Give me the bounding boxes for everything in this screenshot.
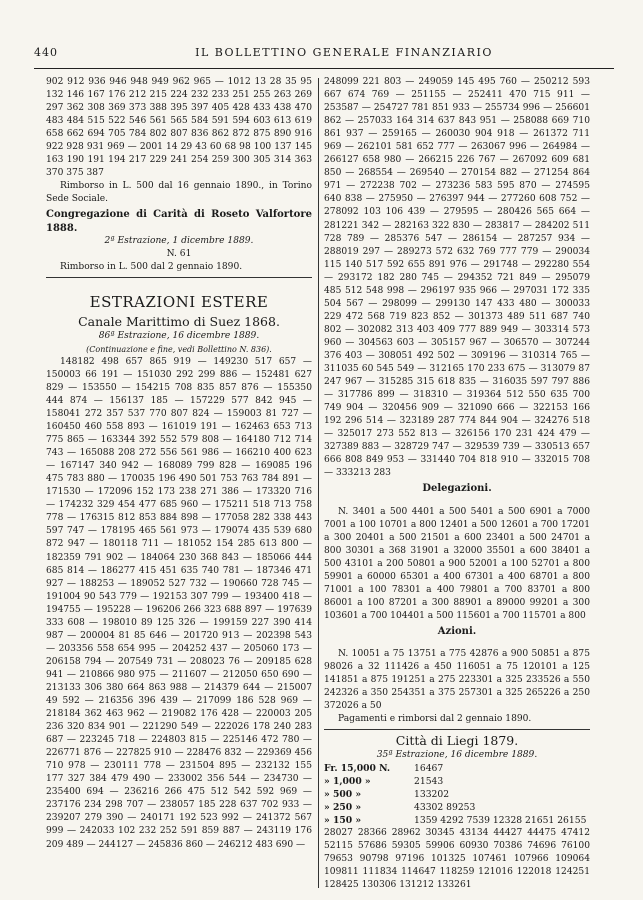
journal-title: IL BOLLETTINO GENERALE FINANZIARIO [195,45,493,59]
congregazione-title: Congregazione di Carità di Roseto Valfortore 1888. [46,209,312,234]
column-divider [318,78,319,888]
rimborso-paragraph: Rimborso in L. 500 dal 16 gennaio 1890., in Torino Sede Sociale. [46,181,312,205]
prize-row: » 1,000 » 21543 [324,776,444,788]
header-rule [34,68,614,69]
page-number: 440 [34,45,58,59]
suez-extraction: 86ª Estrazione, 16 dicembre 1889. [98,330,260,341]
prize-row: » 150 » 1359 4292 7539 12328 21651 26155 [324,815,587,827]
liegi-numbers: 28027 28366 28962 30345 43134 44427 44475 47412 52115 57686 59305 59906 60930 70386 74696 76100 79653 90798 97196 101325 107461 107966 109064 109811 111834 114647 118259 121016 122018 124251 128425 130306 131212 133261 [324,828,590,890]
congregazione-rimborso: Rimborso in L. 500 dal 2 gennaio 1890. [60,261,243,272]
number-list-paragraph: 902 912 936 946 948 949 962 965 — 1012 13 28 35 95 132 146 167 176 212 215 224 232 233 251 255 263 269 297 362 308 369 373 388 395 397 405 428 433 438 470 483 484 515 522 546 561 565 584 591 594 603 613 619 658 662 694 705 784 802 807 836 862 872 875 890 916 922 928 931 969 — 2001 14 29 43 60 68 98 100 137 145 163 190 191 194 217 229 241 254 259 300 305 314 363 370 375 387 [46,77,312,179]
liegi-extraction: 35ª Estrazione, 16 dicembre 1889. [376,750,538,761]
delegazioni-heading: Delegazioni. [422,483,492,495]
left-column [46,76,312,890]
section-rule [46,277,312,278]
azioni-text: N. 10051 a 75 13751 a 775 42876 a 900 50851 a 875 98026 a 32 111426 a 450 116051 a 75 120101 a 125 141851 a 875 191251 a 275 223301 a 325 233526 a 550 242326 a 350 254351 a 375 257301 a 325 265226 a 250 372026 a 50 [324,648,590,712]
suez-numbers-continued: 248099 221 803 — 249059 145 495 760 — 250212 593 667 674 769 — 251155 — 252411 470 715 911 — 253587 — 254727 781 851 933 — 255734 996 — 256601 862 — 257033 164 314 637 843 951 — 258088 669 710 861 937 — 259165 — 260030 904 918 — 261372 711 969 — 262101 581 652 777 — 263067 996 — 264984 — 266127 658 980 — 266215 226 767 — 267092 609 681 850 — 268554 — 269540 — 270154 882 — 271254 864 971 — 272238 702 — 273236 583 595 870 — 274595 640 838 — 275950 — 276397 944 — 277260 608 752 — 278092 103 106 439 — 279595 — 280426 565 664 — 281221 342 — 282163 322 830 — 283817 — 284202 511 728 789 — 285376 547 — 286154 — 287257 934 — 288019 297 — 289273 572 632 769 777 779 — 290034 115 140 517 592 655 891 976 — 291748 — 292280 554 — 293172 182 280 745 — 294352 721 849 — 295079 485 512 548 998 — 296197 935 966 — 297031 172 335 504 567 — 298099 — 299130 147 433 480 — 300033 229 472 568 719 823 852 — 301373 489 511 687 740 802 — 302082 313 403 409 777 889 949 — 303314 573 960 — 304563 603 — 305157 967 — 306570 — 307244 376 403 — 308051 492 502 — 309196 — 310314 765 — 311035 60 545 549 — 312165 170 233 675 — 313079 87 247 967 — 315285 315 618 835 — 316035 597 797 886 — 317786 899 — 318310 — 319364 512 550 635 700 749 904 — 320456 909 — 321090 666 — 322153 166 192 296 514 — 323189 287 774 844 904 — 324276 518 — 325017 273 552 813 — 326156 170 231 424 479 — 327389 883 — 328729 747 — 329539 739 — 330513 657 666 808 849 953 — 331440 704 818 910 — 332015 708 — 333213 283 [324,77,590,479]
prize-row: » 500 » 133202 [324,789,450,801]
suez-numbers: 148182 498 657 865 919 — 149230 517 657 — 150003 66 191 — 151030 292 299 886 — 152481 627 829 — 153550 — 154215 708 835 857 876 — 155350 444 874 — 156137 185 — 157229 577 842 945 — 158041 272 357 537 770 807 824 — 159003 81 727 — 160450 460 558 893 — 161019 191 — 162463 653 713 775 865 — 163344 392 552 579 808 — 164180 712 714 743 — 165088 208 272 556 561 986 — 166210 400 623 — 167147 340 942 — 168089 799 828 — 169085 196 475 783 880 — 170035 196 490 501 753 763 784 891 — 171530 — 172096 152 173 238 271 386 — 173320 716 — 174232 329 454 477 685 960 — 175211 518 713 758 778 — 176315 812 853 884 898 — 177058 282 338 443 597 747 — 178195 465 561 973 — 179074 435 539 680 872 947 — 180118 711 — 181052 154 285 613 800 — 182359 791 902 — 184064 230 368 843 — 185066 444 685 814 — 186277 415 451 635 740 781 — 187346 471 927 — 188253 — 189052 527 732 — 190660 728 745 — 191004 90 543 779 — 192153 307 799 — 193400 418 — 194755 — 195228 — 196206 266 323 688 897 — 197639 333 608 — 198010 89 125 326 — 199159 227 390 414 987 — 200004 81 85 646 — 201720 913 — 202398 543 — 203356 558 654 995 — 204252 437 — 205060 173 — 206158 794 — 207549 731 — 208023 76 — 209185 628 941 — 210866 980 975 — 211607 — 212050 650 690 — 213133 306 380 664 863 988 — 214379 644 — 215007 49 592 — 216356 396 439 — 217099 186 528 969 — 218184 362 463 962 — 219082 176 428 — 220003 205 236 320 834 901 — 221290 549 — 222026 178 240 283 687 — 223245 718 — 224803 815 — 225146 472 780 — 226771 876 — 227825 910 — 228476 832 — 229369 456 710 978 — 230111 778 — 231504 895 — 232132 155 177 327 384 479 490 — 233002 356 544 — 234730 — 235400 694 — 236216 266 475 512 542 592 969 — 237176 234 298 707 — 238057 185 228 637 702 933 — 239207 279 390 — 240171 192 523 992 — 241372 567 999 — 242033 102 232 252 591 859 887 — 243119 176 209 489 — 244127 — 245836 860 — 246212 483 690 — [46,356,312,850]
congregazione-number: N. 61 [166,248,192,259]
delegazioni-text: N. 3401 a 500 4401 a 500 5401 a 500 6901 a 7000 7001 a 100 10701 a 800 12401 a 500 12601 a 700 17201 a 300 20401 a 500 21501 a 600 23401 a 500 24701 a 800 30301 a 368 31901 a 32000 35501 a 600 38401 a 500 43101 a 200 50801 a 900 52001 a 100 52701 a 800 59901 a 60000 65301 a 400 67301 a 400 68701 a 800 71001 a 100 78301 a 400 79801 a 700 83701 a 800 86001 a 100 87201 a 300 88901 a 89000 99201 a 300 103601 a 700 104401 a 500 115601 a 700 115701 a 800 [324,506,590,621]
liegi-title: Città di Liegi 1879. [395,733,519,749]
section-rule [324,729,590,730]
page-header [34,42,614,62]
azioni-heading: Azioni. [437,625,477,637]
suez-note: (Continuazione e fine, vedi Bollettino N. 836). [86,344,272,354]
estrazioni-estere-heading: ESTRAZIONI ESTERE [89,292,269,311]
prize-row: Fr. 15,000 N. 16467 [324,763,444,775]
prize-row: » 250 » 43302 89253 [324,802,476,814]
congregazione-extraction: 2ª Estrazione, 1 dicembre 1889. [104,235,254,246]
prize-list [324,762,590,827]
azioni-payment: Pagamenti e rimborsi dal 2 gennaio 1890. [338,714,532,725]
right-column [324,76,590,890]
suez-title: Canale Marittimo di Suez 1868. [78,313,280,329]
